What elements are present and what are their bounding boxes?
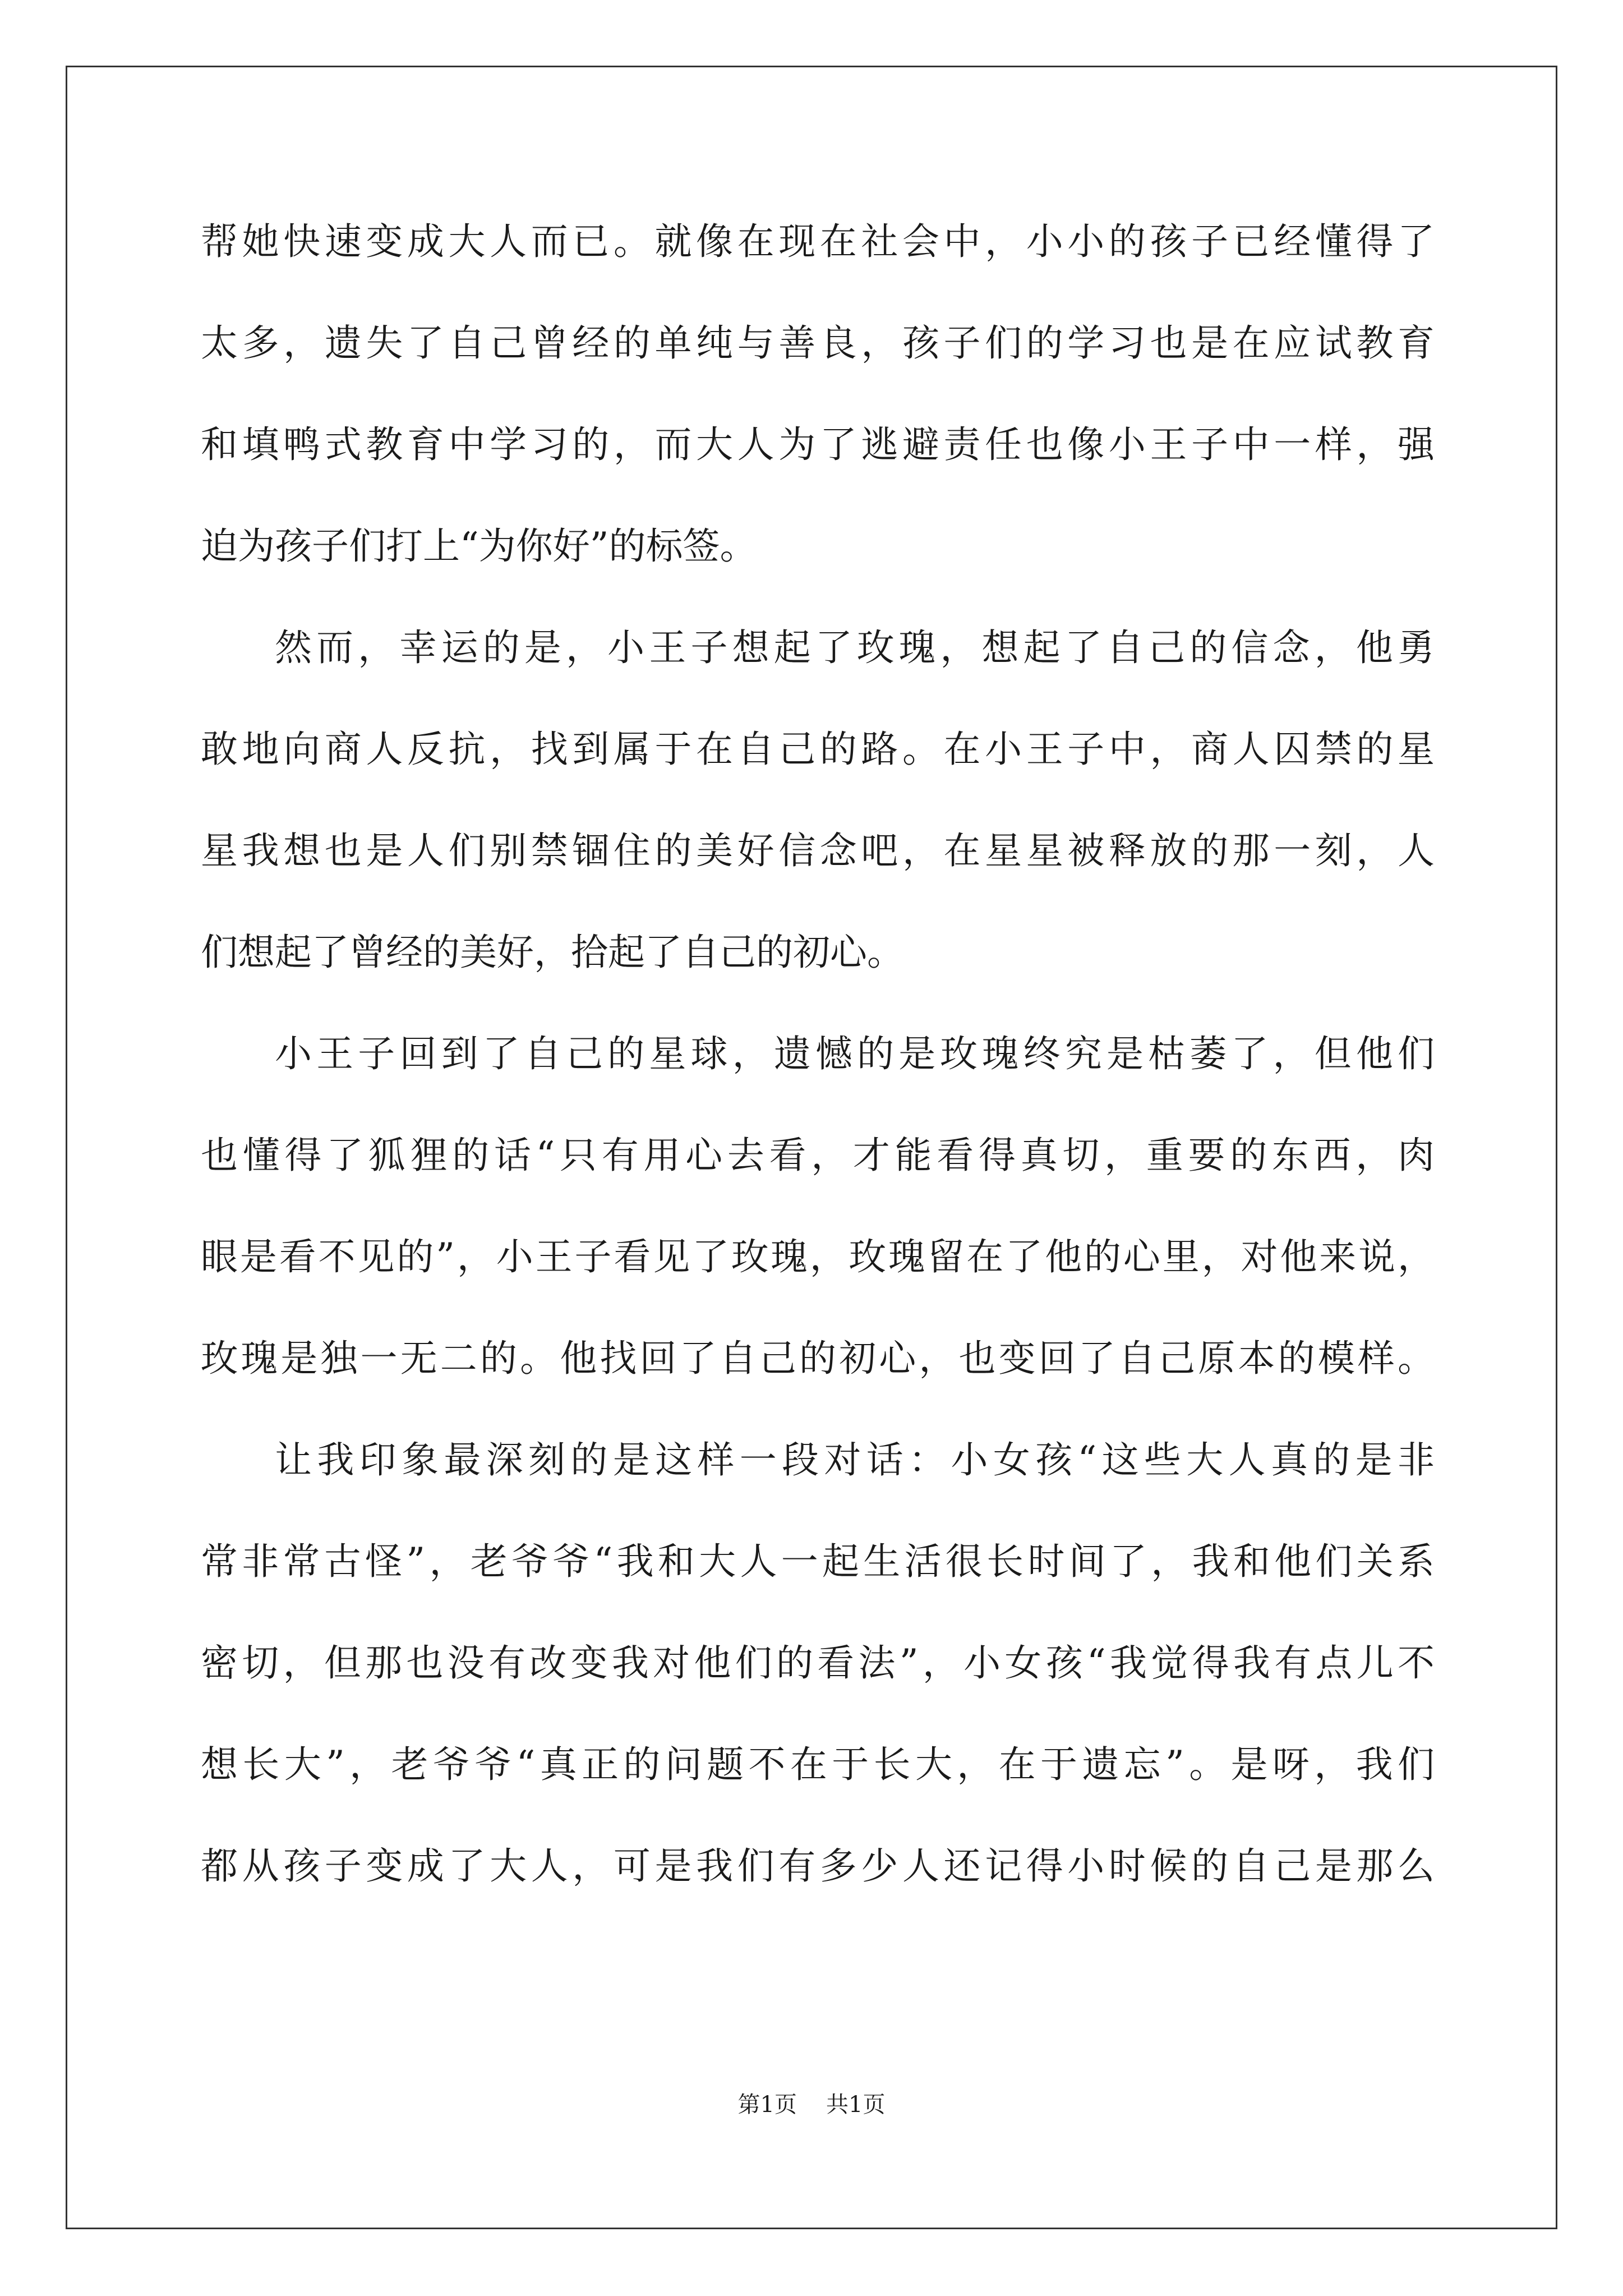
text-line: 迫为孩子们打上“为你好”的标签。 (201, 524, 757, 568)
text-line: 玫瑰是独一无二的。他找回了自己的初心，也变回了自己原本的模样。 (201, 1337, 1435, 1380)
text-line: 都从孩子变成了大人，可是我们有多少人还记得小时候的自己是那么 (201, 1844, 1435, 1888)
text-line: 也懂得了狐狸的话“只有用心去看，才能看得真切，重要的东西，肉 (201, 1134, 1435, 1177)
text-line: 让我印象最深刻的是这样一段对话：小女孩“这些大人真的是非 (275, 1438, 1435, 1481)
text-line: 然而，幸运的是，小王子想起了玫瑰，想起了自己的信念，他勇 (275, 626, 1435, 669)
text-line: 常非常古怪”，老爷爷“我和大人一起生活很长时间了，我和他们关系 (201, 1540, 1435, 1583)
page-total: 共1页 (826, 2092, 886, 2118)
body-text (201, 191, 1435, 1917)
text-line: 眼是看不见的”，小王子看见了玫瑰，玫瑰留在了他的心里，对他来说， (201, 1235, 1435, 1278)
text-line: 太多，遗失了自己曾经的单纯与善良，孩子们的学习也是在应试教育 (201, 321, 1435, 365)
text-line: 密切，但那也没有改变我对他们的看法”，小女孩“我觉得我有点儿不 (201, 1641, 1435, 1685)
text-line: 敢地向商人反抗，找到属于在自己的路。在小王子中，商人囚禁的星 (201, 728, 1435, 771)
page-number: 第1页 (737, 2092, 797, 2118)
text-line: 星我想也是人们别禁锢住的美好信念吧，在星星被释放的那一刻，人 (201, 829, 1435, 872)
text-line: 和填鸭式教育中学习的，而大人为了逃避责任也像小王子中一样，强 (201, 423, 1435, 466)
text-line: 们想起了曾经的美好，拾起了自己的初心。 (201, 931, 904, 974)
page-footer (0, 2087, 1623, 2119)
text-line: 想长大”，老爷爷“真正的问题不在于长大，在于遗忘”。是呀，我们 (201, 1743, 1435, 1786)
text-line: 帮她快速变成大人而已。就像在现在社会中，小小的孩子已经懂得了 (201, 220, 1435, 263)
text-line: 小王子回到了自己的星球，遗憾的是玫瑰终究是枯萎了，但他们 (275, 1032, 1435, 1075)
